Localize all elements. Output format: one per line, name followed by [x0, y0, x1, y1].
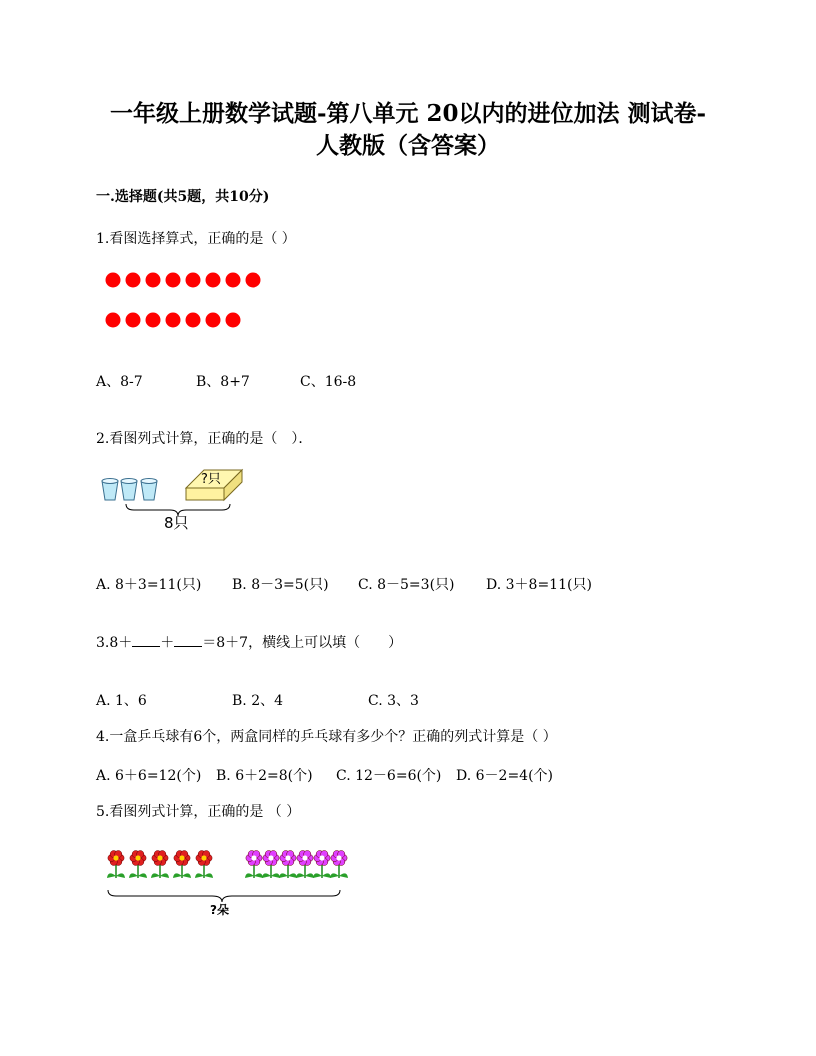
red-dot: [226, 313, 241, 328]
question-1-stem: 1.看图选择算式，正确的是（ ）: [96, 231, 296, 247]
question-3-option-c[interactable]: C. 3、3: [368, 693, 419, 709]
total-brace: [108, 890, 340, 902]
flower-icon: [313, 851, 331, 878]
red-dot: [146, 273, 161, 288]
stem-part: ＋: [160, 635, 175, 651]
question-4-option-a[interactable]: A. 6＋6=12(个): [96, 768, 202, 784]
answer-blank-1[interactable]: [132, 634, 160, 647]
cup-icon: [102, 479, 118, 501]
answer-blank-2[interactable]: [174, 634, 202, 647]
red-dot: [206, 313, 221, 328]
red-dot: [186, 273, 201, 288]
flower-icon: [262, 851, 280, 878]
flower-icon: [129, 851, 147, 878]
red-dot: [146, 313, 161, 328]
question-1-option-b[interactable]: B、8+7: [196, 374, 250, 390]
stem-part: 3.8＋: [96, 635, 133, 651]
question-2-option-c[interactable]: C. 8－5=3(只): [358, 577, 455, 593]
question-3-option-a[interactable]: A. 1、6: [96, 693, 147, 709]
question-4-option-d[interactable]: D. 6－2=4(个): [456, 768, 554, 784]
cup-icon: [121, 479, 137, 501]
question-1-option-a[interactable]: A、8-7: [96, 374, 143, 390]
stem-part: ＝8＋7，横线上可以填（ ）: [202, 635, 403, 651]
question-3-option-b[interactable]: B. 2、4: [232, 693, 284, 709]
flower-icon: [107, 851, 125, 878]
question-1-option-c[interactable]: C、16-8: [300, 374, 357, 390]
flower-icon: [330, 851, 348, 878]
document-title-line-1: 一年级上册数学试题-第八单元 20以内的进位加法 测试卷-: [109, 100, 707, 127]
document-title-line-2: 人教版（含答案）: [316, 132, 500, 159]
red-dot: [246, 273, 261, 288]
cup-icon: [141, 479, 157, 501]
flower-icon: [279, 851, 297, 878]
flower-icon: [195, 851, 213, 878]
flower-icon: [296, 851, 314, 878]
question-3-stem: [96, 632, 402, 652]
question-5-flowers-figure: [104, 848, 354, 918]
flower-icon: [173, 851, 191, 878]
red-dot: [166, 313, 181, 328]
question-2-stem: 2.看图列式计算，正确的是（ ）．: [96, 431, 313, 447]
red-dot: [126, 273, 141, 288]
question-2-option-a[interactable]: A. 8＋3=11(只): [96, 577, 202, 593]
total-label: 8只: [164, 514, 189, 532]
flower-icon: [245, 851, 263, 878]
question-2-option-b[interactable]: B. 8－3=5(只): [232, 577, 329, 593]
section-heading: 一.选择题(共5题，共10分): [96, 189, 270, 205]
box-label: ?只: [201, 472, 221, 487]
red-dot: [166, 273, 181, 288]
question-2-cups-box-figure: [98, 466, 248, 536]
red-dot: [226, 273, 241, 288]
flower-icon: [151, 851, 169, 878]
red-dot: [186, 313, 201, 328]
red-dot: [106, 273, 121, 288]
question-5-stem: 5.看图列式计算，正确的是 （ ）: [96, 804, 301, 820]
question-4-stem: 4.一盒乒乓球有6个，两盒同样的乒乓球有多少个？正确的列式计算是（ ）: [96, 729, 557, 745]
question-1-dots-figure: [100, 270, 270, 330]
question-2-option-d[interactable]: D. 3＋8=11(只): [486, 577, 592, 593]
red-dot: [126, 313, 141, 328]
total-label: ?朵: [210, 903, 229, 917]
red-dot: [206, 273, 221, 288]
question-4-option-c[interactable]: C. 12－6=6(个): [336, 768, 442, 784]
question-4-option-b[interactable]: B. 6＋2=8(个): [216, 768, 313, 784]
red-dot: [106, 313, 121, 328]
